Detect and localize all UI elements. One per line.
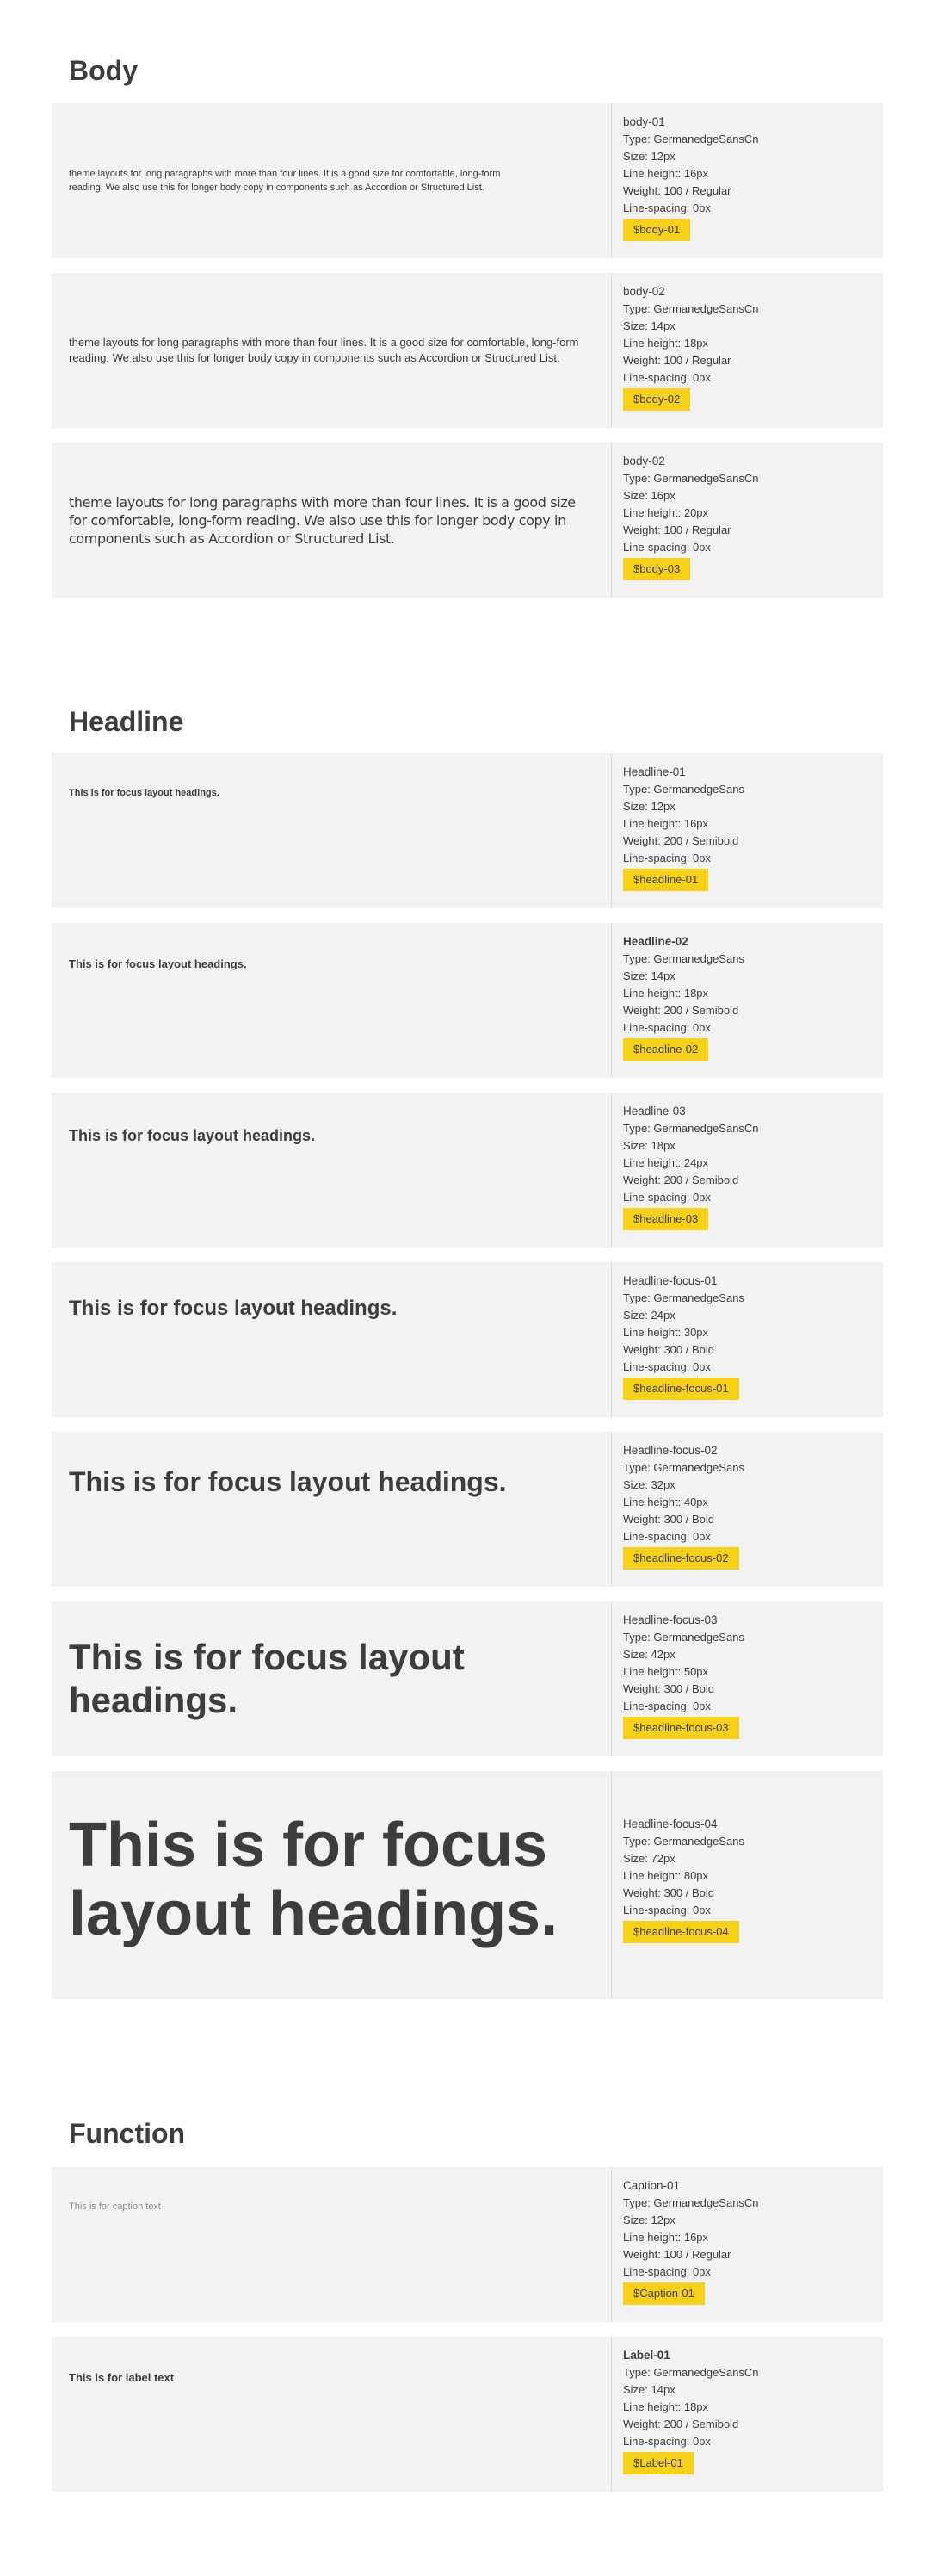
section-title-function: Function [69,2118,186,2149]
spec-line-height: Line height: 40px [623,1495,709,1508]
divider [611,2167,612,2322]
spec-name: Headline-focus-03 [623,1613,718,1626]
type-card-caption-01 [52,2167,883,2322]
spec-line-spacing: Line-spacing: 0px [623,1021,711,1034]
spec-type: Type: GermanedgeSansCn [623,472,759,485]
spec-type: Type: GermanedgeSansCn [623,1122,759,1135]
sample-text: This is for focus layout headings. [69,1127,316,1144]
spec-list [623,1442,744,1570]
spec-line-spacing: Line-spacing: 0px [623,1530,711,1543]
spec-name: Headline-focus-04 [623,1817,718,1830]
spec-line-spacing: Line-spacing: 0px [623,1360,711,1373]
spec-weight: Weight: 300 / Bold [623,1886,714,1899]
spec-type: Type: GermanedgeSansCn [623,133,759,146]
type-card-headline-02 [52,923,883,1078]
token-tag: $body-02 [623,388,690,411]
sample-text: This is for caption text [69,2201,161,2212]
spec-type: Type: GermanedgeSansCn [623,302,759,315]
spec-type: Type: GermanedgeSans [623,1835,744,1848]
type-card-headline-focus-03 [52,1601,883,1756]
sample-text: theme layouts for long paragraphs with more than four lines. It is a good size for comfortable, long-form reading. We also use this for longer body copy in components such as Accordion or Structured List. [69,169,501,193]
sample-text: This is for label text [69,2371,175,2384]
spec-weight: Weight: 200 / Semibold [623,1173,739,1186]
spec-type: Type: GermanedgeSans [623,1461,744,1474]
spec-name: Headline-01 [623,765,686,778]
spec-list [623,1816,744,1943]
spec-weight: Weight: 100 / Regular [623,354,731,367]
spec-name: Headline-03 [623,1105,686,1118]
type-card-headline-focus-02 [52,1432,883,1587]
divider [611,1601,612,1756]
type-card-body-03 [52,443,883,598]
token-tag: $Caption-01 [623,2282,705,2305]
spec-name: body-02 [623,285,665,298]
spec-size: Size: 16px [623,489,676,502]
spec-list [623,1103,759,1230]
spec-type: Type: GermanedgeSans [623,783,744,796]
spec-type: Type: GermanedgeSans [623,952,744,965]
spec-line-height: Line height: 18px [623,987,709,1000]
sample-text: This is for focus layout headings. [69,1637,465,1720]
spec-list [623,933,744,1061]
spec-size: Size: 42px [623,1648,676,1661]
spec-list [623,2347,759,2474]
spec-type: Type: GermanedgeSansCn [623,2366,759,2379]
spec-size: Size: 14px [623,969,676,982]
spec-list [623,453,759,580]
spec-weight: Weight: 200 / Semibold [623,2418,739,2430]
spec-name: body-01 [623,115,665,128]
divider [611,923,612,1078]
spec-line-spacing: Line-spacing: 0px [623,201,711,214]
type-card-label-01 [52,2337,883,2492]
spec-line-height: Line height: 18px [623,2400,709,2413]
spec-line-height: Line height: 18px [623,337,709,350]
spec-list [623,764,744,891]
spec-line-spacing: Line-spacing: 0px [623,541,711,554]
spec-size: Size: 72px [623,1852,676,1865]
type-card-body-02 [52,273,883,428]
token-tag: $headline-focus-02 [623,1547,739,1570]
divider [611,1093,612,1248]
token-tag: $body-01 [623,219,690,241]
spec-type: Type: GermanedgeSans [623,1291,744,1304]
spec-line-height: Line height: 16px [623,817,709,830]
divider [611,1262,612,1417]
token-tag: $headline-01 [623,869,708,891]
spec-weight: Weight: 300 / Bold [623,1343,714,1356]
spec-name: Headline-focus-02 [623,1444,718,1457]
spec-line-height: Line height: 20px [623,506,709,519]
type-card-headline-01 [52,753,883,908]
token-tag: $headline-focus-04 [623,1921,739,1943]
sample-text: This is for focus layout headings. [69,1811,558,1948]
divider [611,443,612,598]
spec-size: Size: 14px [623,319,676,332]
spec-line-spacing: Line-spacing: 0px [623,371,711,384]
spec-line-height: Line height: 30px [623,1326,709,1339]
spec-name: Caption-01 [623,2179,681,2192]
token-tag: $Label-01 [623,2452,694,2474]
spec-line-height: Line height: 16px [623,2231,709,2244]
spec-line-height: Line height: 24px [623,1156,709,1169]
type-card-body-01 [52,103,883,258]
type-card-headline-03 [52,1093,883,1248]
sample-text: theme layouts for long paragraphs with more than four lines. It is a good size for comfortable, long-form reading. We also use this for longer body copy in components such as Accordion or Structured List. [69,493,576,547]
spec-list [623,283,759,411]
spec-size: Size: 14px [623,2383,676,2396]
spec-weight: Weight: 200 / Semibold [623,834,739,847]
sample-text: This is for focus layout headings. [69,1466,507,1497]
token-tag: $headline-03 [623,1208,708,1230]
spec-name: Headline-focus-01 [623,1274,718,1287]
spec-size: Size: 24px [623,1309,676,1322]
section-title-headline: Headline [69,706,184,737]
spec-line-height: Line height: 50px [623,1665,709,1678]
spec-line-height: Line height: 80px [623,1869,709,1882]
divider [611,103,612,258]
spec-name: Headline-02 [623,935,688,948]
divider [611,1771,612,1999]
type-card-headline-focus-04 [52,1771,883,1999]
token-tag: $headline-02 [623,1038,708,1061]
token-tag: $body-03 [623,558,690,580]
sample-text: This is for focus layout headings. [69,1297,398,1320]
spec-list [623,1612,744,1739]
spec-line-spacing: Line-spacing: 0px [623,2435,711,2448]
spec-type: Type: GermanedgeSansCn [623,2196,759,2209]
spec-size: Size: 12px [623,150,676,163]
sample-text: This is for focus layout headings. [69,788,219,798]
spec-weight: Weight: 300 / Bold [623,1513,714,1526]
spec-weight: Weight: 100 / Regular [623,2248,731,2261]
spec-size: Size: 12px [623,2214,676,2226]
spec-line-spacing: Line-spacing: 0px [623,1700,711,1712]
spec-list [623,2177,759,2305]
spec-list [623,1273,744,1400]
spec-name: Label-01 [623,2349,670,2362]
spec-line-spacing: Line-spacing: 0px [623,1191,711,1204]
spec-weight: Weight: 300 / Bold [623,1682,714,1695]
spec-line-spacing: Line-spacing: 0px [623,2265,711,2278]
spec-size: Size: 12px [623,800,676,813]
spec-line-spacing: Line-spacing: 0px [623,1904,711,1917]
divider [611,753,612,908]
spec-list [623,114,759,241]
spec-line-spacing: Line-spacing: 0px [623,851,711,864]
divider [611,2337,612,2492]
spec-size: Size: 18px [623,1139,676,1152]
spec-line-height: Line height: 16px [623,167,709,180]
spec-weight: Weight: 100 / Regular [623,523,731,536]
section-title-body: Body [69,55,138,86]
spec-weight: Weight: 100 / Regular [623,184,731,197]
sample-text: This is for focus layout headings. [69,957,247,970]
sample-text: theme layouts for long paragraphs with more than four lines. It is a good size for comfortable, long-form reading. We also use this for longer body copy in components such as Accordion or Structured List. [69,336,579,364]
token-tag: $headline-focus-03 [623,1717,739,1739]
divider [611,1432,612,1587]
token-tag: $headline-focus-01 [623,1378,739,1400]
type-card-headline-focus-01 [52,1262,883,1417]
spec-name: body-02 [623,455,665,468]
spec-type: Type: GermanedgeSans [623,1631,744,1644]
spec-weight: Weight: 200 / Semibold [623,1004,739,1017]
divider [611,273,612,428]
spec-size: Size: 32px [623,1478,676,1491]
